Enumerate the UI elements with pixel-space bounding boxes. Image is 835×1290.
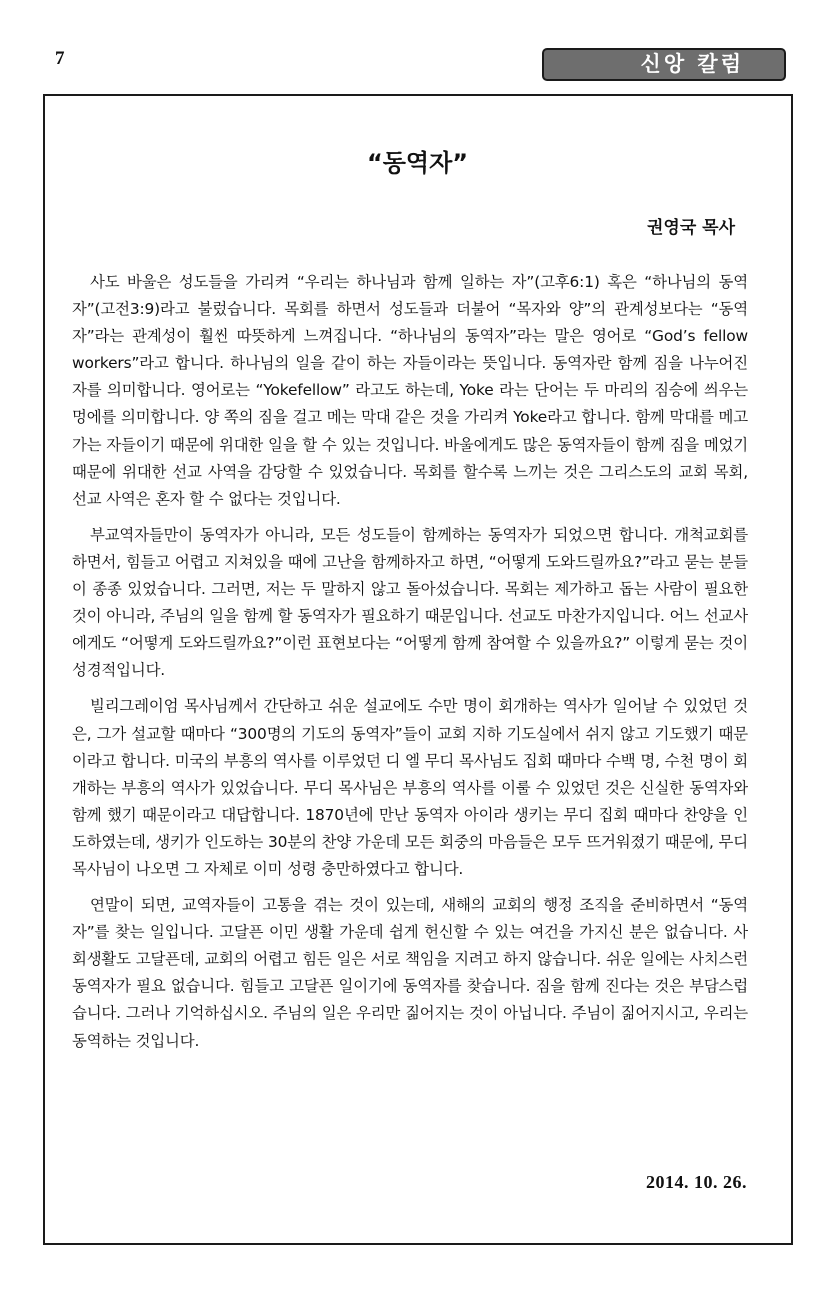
page-number: 7: [55, 48, 65, 69]
article-title: “동역자”: [366, 149, 469, 177]
article-paragraph: 빌리그레이엄 목사님께서 간단하고 쉬운 설교에도 수만 명이 회개하는 역사가 일어날 수 있었던 것은, 그가 설교할 때마다 “300명의 기도의 동역자”들이 교회 지하 기도실에서 쉬지 않고 기도했기 때문이라고 합니다. 미국의 부흥의 역사를 이루었던 디 엘 무디 목사님도 집회 때마다 수백 명, 수천 명이 회개하는 부흥의 역사가 있었습니다. 무디 목사님은 부흥의 역사를 이룰 수 있었던 것은 신실한 동역자와 함께 했기 때문이라고 대답합니다. 1870년에 만난 동역자 아이라 생키는 무디 집회 때마다 찬양을 인도하였는데, 생키가 인도하는 30분의 찬양 가운데 모든 회중의 마음들은 모두 뜨거워졌기 때문에, 무디 목사님이 나오면 그 자체로 이미 성령 충만하였다고 합니다.: [72, 697, 748, 878]
article-paragraph: 사도 바울은 성도들을 가리켜 “우리는 하나님과 함께 일하는 자”(고후6:1) 혹은 “하나님의 동역자”(고전3:9)라고 불렀습니다. 목회를 하면서 성도들과 더불어 “목자와 양”의 관계성보다는 “동역자”라는 관계성이 훨씬 따뜻하게 느껴집니다. “하나님의 동역자”라는 말은 영어로 “God’s fellow workers”라고 합니다. 하나님의 일을 같이 하는 자들이라는 뜻입니다. 동역자란 함께 짐을 나누어진 자를 의미합니다. 영어로는 “Yokefellow” 라고도 하는데, Yoke 라는 단어는 두 마리의 짐승에 씌우는 멍에를 의미합니다. 양 쪽의 짐을 걸고 메는 막대 같은 것을 가리켜 Yoke라고 합니다. 함께 막대를 메고 가는 자들이기 때문에 위대한 일을 할 수 있는 것입니다. 바울에게도 많은 동역자들이 함께 짐을 메었기 때문에 위대한 선교 사역을 감당할 수 있었습니다. 목회를 할수록 느끼는 것은 그리스도의 교회 목회, 선교 사역은 혼자 할 수 없다는 것입니다.: [72, 273, 748, 508]
section-title-tab: 신앙 칼럼: [542, 48, 786, 81]
article-paragraph: 연말이 되면, 교역자들이 고통을 겪는 것이 있는데, 새해의 교회의 행정 조직을 준비하면서 “동역자”를 찾는 일입니다. 고달픈 이민 생활 가운데 쉽게 헌신할 수 있는 여건을 가지신 분은 없습니다. 사회생활도 고달픈데, 교회의 어렵고 힘든 일은 서로 책임을 지려고 하지 않습니다. 쉬운 일에는 사치스런 동역자가 필요 없습니다. 힘들고 고달픈 일이기에 동역자를 찾습니다. 짐을 함께 진다는 것은 부담스럽습니다. 그러나 기억하십시오. 주님의 일은 우리만 짊어지는 것이 아닙니다. 주님이 짊어지시고, 우리는 동역하는 것입니다.: [72, 896, 748, 1050]
article-body: [72, 269, 748, 1064]
article-paragraph: 부교역자들만이 동역자가 아니라, 모든 성도들이 함께하는 동역자가 되었으면 합니다. 개척교회를 하면서, 힘들고 어렵고 지쳐있을 때에 고난을 함께하자고 하면, “어떻게 도와드릴까요?”라고 묻는 분들이 종종 있었습니다. 그러면, 저는 두 말하지 않고 돌아섰습니다. 목회는 제가하고 돕는 사람이 필요한 것이 아니라, 주님의 일을 함께 할 동역자가 필요하기 때문입니다. 선교도 마찬가지입니다. 어느 선교사에게도 “어떻게 도와드릴까요?”이런 표현보다는 “어떻게 함께 참여할 수 있을까요?” 이렇게 묻는 것이 성경적입니다.: [72, 525, 748, 680]
article-author: 권영국 목사: [646, 218, 735, 238]
article-date: 2014. 10. 26.: [646, 1172, 747, 1192]
